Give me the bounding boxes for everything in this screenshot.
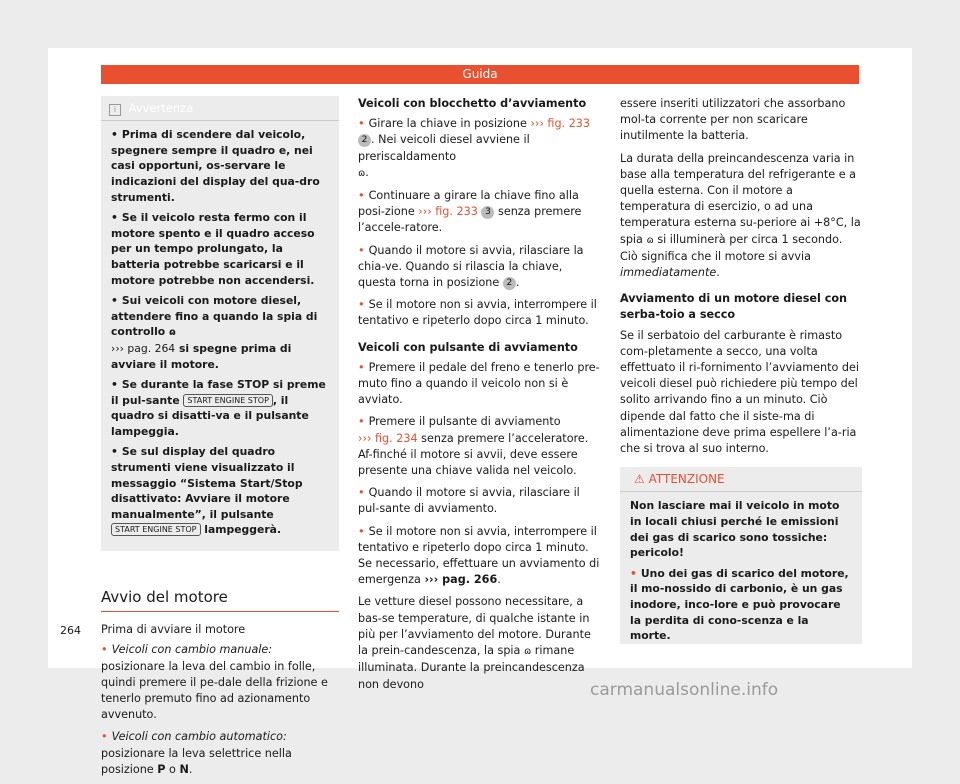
note-body (101, 121, 339, 538)
paragraph: Le vetture diesel possono necessitare, a bas-se temperature, di qualche istante in più per l’avviamento del motore. Durante la prein-candescenza, la spia ɷ rimane illuminata. Durante la preincandescenza non devono (358, 595, 591, 691)
column-3 (620, 96, 862, 649)
paragraph: • Premere il pulsante di avviamento ››› fig. 234 senza premere l’acceleratore. Af-finché il motore si avvii, deve essere presente una chiave valida nel veicolo. (358, 414, 600, 479)
paragraph: La durata della preincandescenza varia in base alla temperatura del refrigerante e a quella esterna. Con il motore a temperatura di esercizio, o ad una temperatura esterna su-periore ai +8°C, la spia ɷ si illuminerà per circa 1 secondo. Ciò significa che il motore si avvia immediatamente. (620, 151, 861, 280)
subheading: Veicoli con pulsante di avviamento (358, 340, 578, 354)
note-item: • Sui veicoli con motore diesel, attendere fino a quando la spia di controllo ɷ ››› pag. 264 si spegne prima di avviare il motore. (111, 293, 329, 372)
page-number: 264 (60, 624, 81, 637)
glow-plug-icon: ɷ (358, 167, 366, 179)
paragraph: • Continuare a girare la chiave fino alla posi-zione ››› fig. 233 3 senza premere l’accele-ratore. (358, 188, 600, 237)
glow-plug-icon: ɷ (169, 327, 176, 339)
warning-item: • Uno dei gas di scarico del motore, il mo-nossido di carbonio, è un gas inodore, inco-lore e può provocare la perdita di cono-scenza e la morte. (630, 566, 852, 644)
figure-ref[interactable]: ››› fig. 233 (418, 205, 478, 219)
watermark: carmanualsonline.info (590, 680, 779, 700)
paragraph: essere inseriti utilizzatori che assorbano mol-ta corrente per non scaricare inutilmente la batteria. (620, 97, 846, 143)
page-ref[interactable]: ››› pag. 266 (424, 573, 498, 587)
subheading: Prima di avviare il motore (101, 623, 246, 637)
note-item: • Se il veicolo resta fermo con il motore spento e il quadro acceso per un tempo prolungato, la batteria potrebbe scaricarsi e il motore potrebbe non accendersi. (111, 210, 329, 288)
subheading: Avviamento di un motore diesel con serba-toio a secco (620, 292, 847, 322)
figure-ref[interactable]: ››› fig. 234 (358, 431, 418, 445)
subheading: Veicoli con blocchetto d’avviamento (358, 97, 587, 110)
info-icon: i (109, 104, 121, 116)
position-badge: 2 (358, 134, 371, 147)
warning-header: ⚠ ATTENZIONE (620, 467, 862, 492)
paragraph: • Premere il pedale del freno e tenerlo pre-muto fino a quando il veicolo non si è avviato. (358, 360, 600, 409)
paragraph: • Se il motore non si avvia, interrompere il tentativo e ripeterlo dopo circa 1 minuto. (358, 297, 600, 329)
position-badge: 3 (481, 206, 494, 219)
paragraph: • Quando il motore si avvia, rilasciare la chia-ve. Quando si rilascia la chiave, questa torna in posizione 2 . (358, 243, 600, 292)
position-badge: 2 (503, 277, 516, 290)
note-item: • Se durante la fase STOP si preme il pul-sante START ENGINE STOP , il quadro si disatti-va e il pulsante lampeggia. (111, 377, 329, 439)
section-title: Avvio del motore (101, 589, 339, 612)
paragraph: • Quando il motore si avvia, rilasciare il pul-sante di avviamento. (358, 485, 600, 517)
warning-item: Non lasciare mai il veicolo in moto in locali chiusi perché le emissioni dei gas di scarico sono tossiche: pericolo! (630, 499, 840, 560)
column-1 (101, 96, 339, 784)
start-stop-key: START ENGINE STOP (111, 523, 201, 536)
paragraph: • Veicoli con cambio manuale: posizionare la leva del cambio in folle, quindi premere il pe-dale della frizione e tenerlo premuto fino ad azionamento avvenuto. (101, 642, 339, 723)
paragraph: Se il serbatoio del carburante è rimasto com-pletamente a secco, una volta effettuato il ri-fornimento l’avviamento dei veicoli diesel può richiedere più tempo del solito arrivando fino a un minuto. Ciò dipende dal fatto che il siste-ma di alimentazione deve prima espellere l’a-ria che si trova al suo interno. (620, 328, 860, 456)
note-box (101, 96, 339, 551)
column-2 (358, 96, 600, 699)
section-header: Guida (101, 65, 859, 84)
note-item: • Se sul display del quadro strumenti viene visualizzato il messaggio “Sistema Start/Stop disattivato: Avviare il motore manualmente”, il pulsante START ENGINE STOP lampeggerà. (111, 444, 329, 538)
paragraph: • Veicoli con cambio automatico: posizionare la leva selettrice nella posizione P o N. (101, 729, 339, 778)
paragraph: • Se il motore non si avvia, interrompere il tentativo e ripeterlo dopo circa 1 minuto. Se necessario, effettuare un avviamento di emergenza ››› pag. 266. (358, 524, 600, 589)
warning-icon: ⚠ (634, 472, 645, 487)
glow-plug-icon: ɷ (523, 646, 532, 658)
note-title: Avvertenza (128, 101, 194, 115)
page-ref[interactable]: ››› pag. 264 (111, 341, 176, 355)
warning-box (620, 467, 862, 644)
figure-ref[interactable]: ››› fig. 233 (530, 117, 591, 131)
warning-body (620, 492, 862, 643)
note-box-header (101, 96, 339, 121)
note-item: • Prima di scendere dal veicolo, spegnere sempre il quadro e, nei casi opportuni, os-servare le indicazioni del display del qua-dro strumenti. (111, 127, 329, 205)
start-stop-key: START ENGINE STOP (183, 394, 273, 407)
paragraph: • Girare la chiave in posizione ››› fig. 233 2 . Nei veicoli diesel avviene il preriscaldamento ɷ. (358, 116, 600, 182)
glow-plug-icon: ɷ (646, 234, 654, 246)
